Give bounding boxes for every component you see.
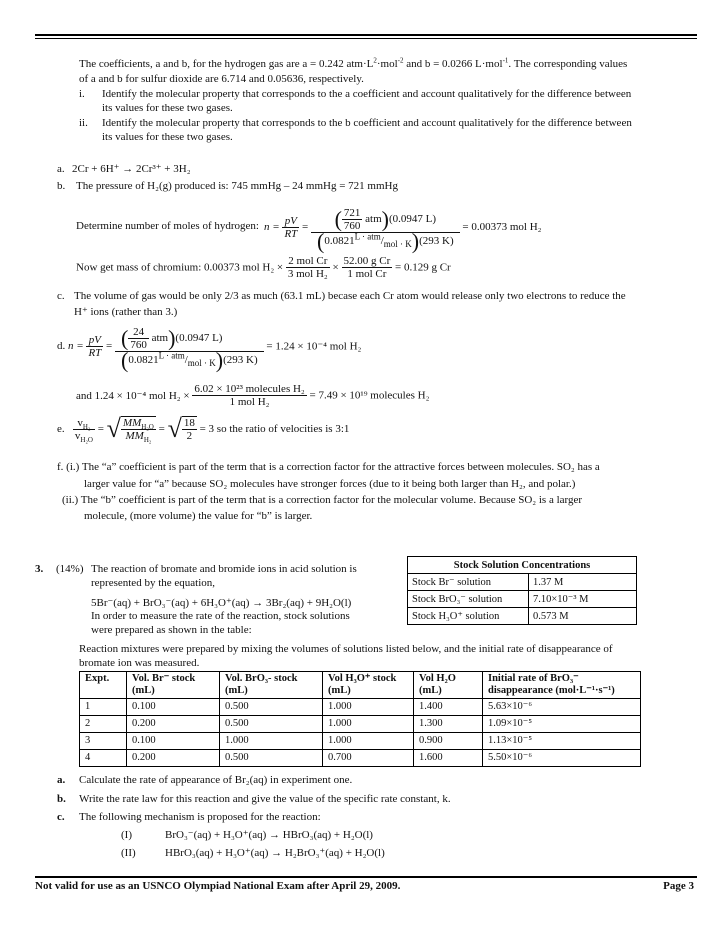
question-3-line3: In order to measure the rate of the reaction, stock solutions [91,610,350,622]
cell: 0.500 [220,716,323,733]
denominator: 760 [343,220,361,232]
stock-value: 1.37 M [529,574,637,591]
mix-line-1: Reaction mixtures were prepared by mixing the volumes of solutions listed below, and the initial rate of disappearance of [79,643,613,655]
sqrt-icon: √ [106,414,121,443]
r-units-den: mol · K [383,239,412,250]
numerator: 18 [183,417,195,429]
experiment-table [79,671,641,767]
header-rule-thin [35,38,697,39]
n-symbol: n = [68,340,84,352]
mix-line-2: bromate ion was measured. [79,657,200,669]
subscript: H₂O [80,435,93,444]
cell: 5.50×10⁻⁶ [483,750,641,767]
header-label: Vol H₂O [419,673,456,684]
answer-e-marker: e. [57,423,65,435]
intro-item-ii-line1: Identify the molecular property that corresponds to the b coefficient and account qualitatively for the difference between [102,117,632,129]
header-label: Vol H₃O⁺ stock [328,673,397,684]
subscript: H₂ [82,422,91,431]
denominator: 1 mol Cr [347,268,387,280]
question-3-number: 3. [35,563,44,575]
sqrt-content [121,416,156,445]
stock-name: Stock H₃O⁺ solution [408,608,529,625]
header-label: (mL) [328,685,351,696]
pressure-fraction [342,207,363,232]
part-c-marker: c. [57,811,65,823]
conversion-fraction-1 [286,255,330,280]
molar-mass-ratio [121,417,156,445]
header-label: Initial rate of BrO₃⁻ [488,673,579,684]
answer-e-equation: e. $\frac{v_{H_2}}{v_{H_2O}}$ = √ $\frac{MM_{H_2O}}{MM_{H_2}}$ = √ $\frac{18}{2}$ = 3 so the ratio of velocities is 3:1 [57,414,350,445]
mass-result: = 0.129 g Cr [395,261,451,274]
cell: 5.63×10⁻⁶ [483,699,641,716]
table-header-row [80,672,641,699]
intro-item-ii-marker: ii. [79,117,88,129]
table-row [80,716,641,733]
cell: 0.900 [414,733,483,750]
big-numerator: ( $\frac{721}{760}$ atm)(0.0947 L) [311,207,460,233]
mm-symbol: MM [125,430,144,442]
denominator: 2 [186,430,193,442]
answer-a-text: 2Cr + 6H⁺ → 2Cr³⁺ + 3H₂ [72,163,191,175]
superscript: -2 [397,56,404,65]
intro-item-i-line2: its values for these two gases. [102,102,233,114]
mass-equation: Now get mass of chromium: 0.00373 mol H₂ × $\frac{\text{2 mol Cr}}{\text{3 mol H₂}}$ × $\frac{\text{52.00 g Cr}}{\text{1 mol Cr}}$ = 0.129 g Cr [76,255,451,280]
answer-c-line1: The volume of gas would be only 2/3 as much (63.1 mL) becase each Cr atom would release only two electrons to reduce the [74,290,626,302]
stock-value: 7.10×10⁻³ M [529,591,637,608]
denominator: 1 mol H₂ [229,396,270,408]
answer-f-i-line1: f. (i.) The “a” coefficient is part of the term that is a correction factor for the attractive forces between molecules. SO₂ has a [57,461,600,473]
superscript: -1 [502,56,509,65]
answer-b-marker: b. [57,180,66,192]
pv-over-rt [282,215,299,240]
n-symbol: n = [264,221,280,233]
cell: 1.000 [323,716,414,733]
table-row [408,591,637,608]
denominator: RT [284,227,298,240]
r-value: 0.0821 [324,235,355,247]
pv-over-rt [86,334,103,359]
temperature: (293 K) [419,235,454,247]
part-c-text: The following mechanism is proposed for the reaction: [79,811,321,823]
denominator: RT [88,346,102,359]
answer-d-equation: d. n = $\frac{pV}{RT}$ = ( $\frac{24}{760}$ atm)(0.0947 L) $(0.0821^{L \cdot atm}/_{mol \cdot K})(293$ K) = 1.24 × 10⁻⁴ mol H₂ [57,325,362,373]
intro-text: . The corresponding values [508,58,628,70]
stock-table-title: Stock Solution Concentrations [408,557,637,574]
table-row [408,574,637,591]
header-label: Vol. BrO₃- stock [225,673,298,684]
stock-name: Stock BrO₃⁻ solution [408,591,529,608]
table-row [80,699,641,716]
cell: 0.700 [323,750,414,767]
denominator: 3 mol H₂ [287,268,328,280]
part-b-text: Write the rate law for this reaction and give the value of the specific rate constant, k. [79,793,451,805]
answer-d-marker: d. [57,340,66,352]
cell: 3 [80,733,127,750]
question-3-line1: The reaction of bromate and bromide ions in acid solution is [91,563,357,575]
cell: 1.400 [414,699,483,716]
molecules-start: and 1.24 × 10⁻⁴ mol H₂ × [76,390,190,402]
numerator: 721 [343,207,361,219]
mechanism-step-2-label: (II) [121,847,136,859]
intro-item-i-marker: i. [79,88,85,100]
part-a-text: Calculate the rate of appearance of Br₂(aq) in experiment one. [79,774,353,786]
mass-start: 0.00373 mol H₂ × [204,261,284,274]
numerator: pV [282,215,299,228]
mass-label: Now get mass of chromium: [76,261,202,274]
cell: 2 [80,716,127,733]
stock-solution-table [407,556,637,625]
header-label: disappearance (mol·L⁻¹·s⁻¹) [488,685,615,696]
cell: 4 [80,750,127,767]
moles-result: = 0.00373 mol H₂ [462,221,542,233]
answer-b-text: The pressure of H₂(g) produced is: 745 mmHg – 24 mmHg = 721 mmHg [76,180,398,192]
big-numerator: ( $\frac{24}{760}$ atm)(0.0947 L) [115,326,264,352]
numerator: 6.02 × 10²³ molecules H₂ [194,383,305,395]
mechanism-step-1-label: (I) [121,829,132,841]
cell: 0.200 [127,750,220,767]
intro-text: and b = 0.0266 L·mol [403,58,503,70]
cell: 1.000 [220,733,323,750]
big-denominator: $(0.0821^{L \cdot atm}/_{mol \cdot K})(293$ K) [121,347,258,373]
header-label: (mL) [225,685,248,696]
header-label: Expt. [85,673,110,684]
temperature: (293 K) [223,354,258,366]
r-units-num: L · atm [158,350,185,361]
header-vol-bro3 [220,672,323,699]
velocity-ratio [73,417,95,442]
table-row [408,608,637,625]
footer-notice: Not valid for use as an USNCO Olympiad National Exam after April 29, 2009. [35,880,401,892]
cell: 1.09×10⁻⁵ [483,716,641,733]
mechanism-step-1-eq: BrO₃⁻(aq) + H₃O⁺(aq) → HBrO₃(aq) + H₂O(l) [165,829,373,841]
answer-c-line2: H⁺ ions (rather than 3.) [74,306,178,318]
sqrt-content [182,416,197,442]
answer-a-marker: a. [57,163,65,175]
question-3-line2: represented by the equation, [91,577,216,589]
answer-d-line2 [76,383,429,408]
part-a-marker: a. [57,774,66,786]
intro-line-1 [79,58,627,71]
header-vol-br [127,672,220,699]
numerator: 24 [128,326,149,339]
question-3-equation: 5Br⁻(aq) + BrO₃⁻(aq) + 6H₃O⁺(aq) → 3Br₂(aq) + 9H₂O(l) [91,597,352,609]
header-label: (mL) [132,685,155,696]
numerator: 52.00 g Cr [343,255,391,267]
moles-label: Determine number of moles of hydrogen: [76,220,259,232]
numerator: pV [86,334,103,347]
v-symbol: v [74,429,81,442]
intro-text: ·mol [376,58,398,70]
header-label: (mL) [419,685,442,696]
moles-equation: n = $\frac{pV}{RT}$ = ( $\frac{721}{760}$ atm)(0.0947 L) $(0.0821^{L \cdot atm}/_{mol \cdot K})(293$ K) = 0.00373 mol H₂ [264,206,542,254]
subscript: H₂ [143,436,152,445]
volume: (0.0947 L) [175,332,223,345]
molecules-result: = 7.49 × 10¹⁹ molecules H₂ [309,389,430,402]
part-b-marker: b. [57,793,66,805]
header-vol-h2o [414,672,483,699]
unit: atm [151,332,169,345]
stock-name: Stock Br⁻ solution [408,574,529,591]
volume: (0.0947 L) [389,213,437,226]
intro-item-i-line1: Identify the molecular property that corresponds to the a coefficient and account qualitatively for the difference between [102,88,632,100]
big-fraction [115,325,264,373]
cell: 1.000 [323,733,414,750]
conversion-fraction-2 [342,255,393,280]
cell: 1.300 [414,716,483,733]
cell: 0.500 [220,750,323,767]
stock-value: 0.573 M [529,608,637,625]
header-initial-rate [483,672,641,699]
answer-f-ii-line1: (ii.) The “b” coefficient is part of the term that is a correction factor for the molecular volume. Because SO₂ is a larger [62,494,583,506]
intro-item-ii-line2: its values for these two gases. [102,131,233,143]
mm-symbol: MM [122,417,142,429]
answer-d-result: = 1.24 × 10⁻⁴ mol H₂ [266,340,362,353]
header-vol-h3o [323,672,414,699]
question-3-weight: (14%) [56,563,84,575]
v-symbol: v [77,416,83,429]
table-row [80,733,641,750]
cell: 1.600 [414,750,483,767]
cell: 0.100 [127,733,220,750]
numeric-ratio [182,417,197,442]
denominator: 760 [130,339,147,351]
footer-rule [35,876,697,878]
answer-f-i-line2: larger value for “a” because SO₂ molecules have stronger forces (due to it being both larger than H₂, and polar.) [84,478,576,490]
question-3-line4: were prepared as shown in the table: [91,624,252,636]
cell: 1 [80,699,127,716]
mechanism-step-2-eq: HBrO₃(aq) + H₃O⁺(aq) → H₂BrO₃⁺(aq) + H₂O(l) [165,847,385,859]
r-units-den: mol · K [187,358,216,369]
cell: 1.13×10⁻⁵ [483,733,641,750]
superscript: 2 [373,56,377,65]
answer-f-ii-line2: molecule, (more volume) the value for “b” is larger. [84,510,313,522]
r-units-num: L · atm [354,231,381,242]
cell: 1.000 [323,699,414,716]
numerator: 2 mol Cr [286,255,330,268]
pressure-fraction [128,326,149,351]
cell: 0.100 [127,699,220,716]
page-number: Page 3 [663,880,694,892]
answer-c-marker: c. [57,290,65,302]
unit: atm [365,213,382,226]
intro-text: The coefficients, a and b, for the hydrogen gas are a = 0.242 atm·L [79,58,374,70]
cell: 0.200 [127,716,220,733]
r-value: 0.0821 [128,354,159,366]
table-row [80,750,641,767]
header-label: Vol. Br⁻ stock [132,673,196,684]
answer-e-result: = 3 so the ratio of velocities is 3:1 [199,423,350,435]
header-expt [80,672,127,699]
header-rule [35,34,697,36]
big-denominator: $(0.0821^{L \cdot atm}/_{mol \cdot K})(293$ K) [317,228,454,254]
sqrt-icon: √ [167,414,182,443]
cell: 0.500 [220,699,323,716]
intro-line-2: of a and b for sulfur dioxide are 6.714 and 0.05636, respectively. [79,73,364,85]
subscript: H₂O [141,423,154,432]
avogadro-fraction [192,383,306,408]
